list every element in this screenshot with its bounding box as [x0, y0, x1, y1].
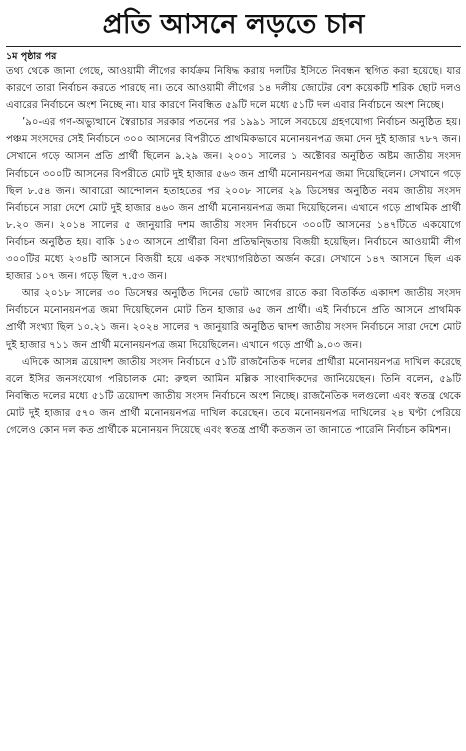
paragraph-4: এদিকে আসন্ন ত্রয়োদশ জাতীয় সংসদ নির্বাচনে ৫১টি রাজনৈতিক দলের প্রার্থীরা মনোনয়নপত্র দাখিল করেছে বলে ইসির জনসংযোগ পরিচালক মো: রুহুল আমিন মল্লিক সাংবাদিকদের জানিয়েছেন। তিনি বলেন, ৫৯টি নিবন্ধিত দলের মধ্যে ৫১টি ত্রয়োদশ জাতীয় সংসদ নির্বাচনে অংশ নিচ্ছে। রাজনৈতিক দলগুলো এবং স্বতন্ত্র থেকে মোট দুই হাজার ৫৭০ জন প্রার্থী মনোনয়নপত্র দাখিল করেছেন। তবে মনোনয়নপত্র দাখিলের ২৪ ঘণ্টা পেরিয়ে গেলেও কোন দল কত প্রার্থীকে মনোনয়ন দিয়েছে এবং স্বতন্ত্র প্রার্থী কতজন তা জানাতে পারেনি নির্বাচন কমিশন। [6, 356, 461, 436]
paragraph-3: আর ২০১৮ সালের ৩০ ডিসেম্বর অনুষ্ঠিত দিনের ভোট আগের রাতে করা বিতর্কিত একাদশ জাতীয় সংসদ নির্বাচনে মনোনয়নপত্র জমা দিয়েছিলেন মোট তিন হাজার ৬৫ জন প্রার্থী। এই নির্বাচনে প্রতি আসনে প্রাথমিক প্রার্থী সংখ্যা ছিল ১০.২১ জন। ২০২৪ সালের ৭ জানুয়ারি অনুষ্ঠিত দ্বাদশ জাতীয় সংসদ নির্বাচনে সারা দেশে মোট দুই হাজার ৭১১ জন প্রার্থী মনোনয়নপত্র জমা দিয়েছিলেন। এখানে গড়ে প্রার্থী ৯.০৩ জন। [6, 288, 461, 351]
jump-line: ১ম পৃষ্ঠার পর [6, 51, 57, 62]
paragraph-1: তথ্য থেকে জানা গেছে, আওয়ামী লীগের কার্যক্রম নিষিদ্ধ করায় দলটির ইসিতে নিবন্ধন স্থগিত করা হয়েছে। যার কারণে তারা নির্বাচন করতে পারছে না। তবে আওয়ামী লীগের ১৪ দলীয় জোটের বেশ কয়েকটি শরিক ছোট দলও এবারের নির্বাচনে অংশ নিচ্ছে না। যার কারণে নিবন্ধিত ৫৯টি দলে মধ্যে ৫১টি দল এবার নির্বাচনে অংশ নিচ্ছে। [6, 66, 461, 112]
paragraph-2: ’৯০-এর গণ-অভ্যুত্থানে স্বৈরাচার সরকার পতনের পর ১৯৯১ সালে সবচেয়ে গ্রহণযোগ্য নির্বাচন অনুষ্ঠিত হয়। পঞ্চম সংসদের সেই নির্বাচনে ৩০০ আসনের বিপরীতে প্রাথমিকভাবে মনোনয়নপত্র জমা দেন দুই হাজার ৭৮৭ জন। সেখানে গড়ে আসন প্রতি প্রার্থী ছিলেন ৯.২৯ জন। ২০০১ সালের ১ অক্টোবর অনুষ্ঠিত অষ্টম জাতীয় সংসদ নির্বাচনে ৩০০টি আসনের বিপরীতে মোট দুই হাজার ৫৬৩ জন প্রার্থী মনোনয়নপত্র জমা দিয়েছিলেন। সেখানে গড়ে ছিল ৮.৫৪ জন। আবারো আন্দোলন হতাহতের পর ২০০৮ সালের ২৯ ডিসেম্বর অনুষ্ঠিত নবম জাতীয় সংসদ নির্বাচনে সারা দেশে মোট দুই হাজার ৪৬০ জন প্রার্থী মনোনয়নপত্র জমা দিয়েছিলেন। এখানে গড়ে প্রাথমিক প্রার্থী ৮.২০ জন। ২০১৪ সালের ৫ জানুয়ারি দশম জাতীয় সংসদ নির্বাচনে ৩০০টি আসনের ১৪৭টিতে একযোগে নির্বাচন অনুষ্ঠিত হয়। বাকি ১৫৩ আসনে প্রার্থীরা বিনা প্রতিদ্বন্দ্বিতায় বিজয়ী হয়েছিল। নির্বাচনে আওয়ামী লীগ ৩০০টির মধ্যে ২৩৪টি আসনে বিজয়ী হয়ে একক সংখ্যাগরিষ্ঠতা অর্জন করে। সেখানে ১৪৭ আসনে ছিল এক হাজার ১০৭ জন। গড়ে ছিল ৭.৫৩ জন। [6, 117, 461, 283]
headline-divider [6, 46, 461, 47]
headline: প্রতি আসনে লড়তে চান [102, 9, 365, 40]
